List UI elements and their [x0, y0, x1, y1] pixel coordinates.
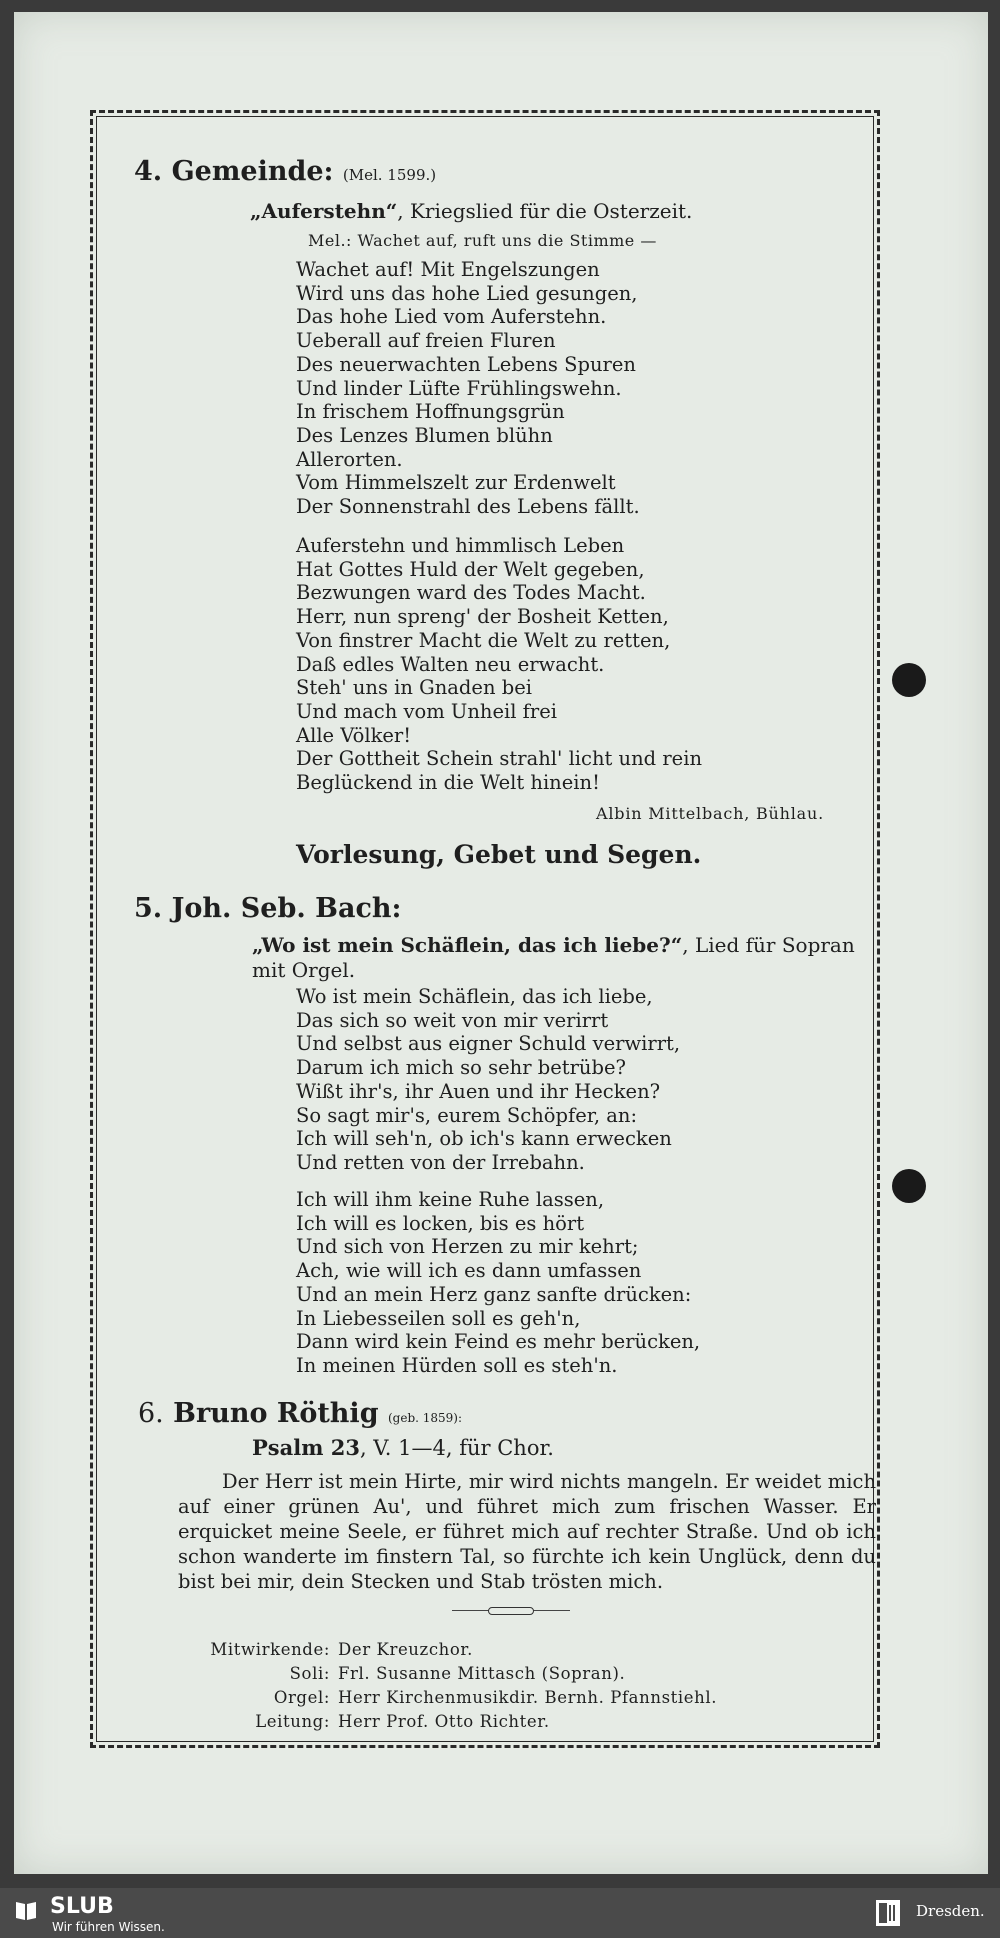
section-5-stanza-1-line: Wißt ihr's, ihr Auen und ihr Hecken?: [296, 1079, 661, 1103]
section-4-stanza-1-line: Vom Himmelszelt zur Erdenwelt: [296, 471, 616, 495]
section-4-heading: [134, 156, 436, 187]
section-4-stanza-1-line: Wachet auf! Mit Engelszungen: [296, 258, 600, 281]
credit-row: [190, 1686, 717, 1710]
section-6-heading: [138, 1398, 462, 1429]
section-5-stanza-2-line: Ich will ihm keine Ruhe lassen,: [296, 1188, 605, 1211]
section-4-stanza-2-line: Daß edles Walten neu erwacht.: [296, 652, 605, 676]
credit-name: Der Kreuzchor.: [338, 1640, 473, 1659]
credit-row: [190, 1662, 717, 1686]
credit-role: Soli:: [289, 1664, 330, 1683]
section-5-stanza-1-line: Das sich so weit von mir verirrt: [296, 1008, 609, 1032]
section-4-title: 4. Gemeinde:: [134, 156, 334, 187]
dresden-crest-icon: [876, 1900, 900, 1926]
section-5-song-title: „Wo ist mein Schäflein, das ich liebe?“: [252, 933, 683, 957]
section-5-stanza-2-line: Und sich von Herzen zu mir kehrt;: [296, 1235, 639, 1259]
section-5-stanza-2: [296, 1188, 700, 1378]
section-4-stanza-2-line: Auferstehn und himmlisch Leben: [296, 534, 625, 557]
dresden-logo[interactable]: Dresden.: [916, 1902, 985, 1920]
section-4-author: Albin Mittelbach, Bühlau.: [596, 804, 824, 823]
section-5-stanza-2-line: Und an mein Herz ganz sanfte drücken:: [296, 1282, 692, 1306]
section-4-stanza-2-line: Und mach vom Unheil frei: [296, 699, 557, 723]
section-4-melody-note: Mel.: Wachet auf, ruft uns die Stimme —: [308, 231, 657, 250]
section-6-subtitle: [252, 1435, 554, 1460]
section-5-heading: 5. Joh. Seb. Bach:: [134, 893, 402, 924]
slub-logo[interactable]: SLUB: [50, 1894, 114, 1919]
credit-name: Herr Kirchenmusikdir. Bernh. Pfannstiehl.: [338, 1688, 718, 1707]
section-5-stanza-2-line: Ich will es locken, bis es hört: [296, 1211, 585, 1235]
section-4-stanza-2-line: Der Gottheit Schein strahl' licht und rein: [296, 747, 703, 771]
section-5-stanza-1-line: Darum ich mich so sehr betrübe?: [296, 1056, 626, 1080]
section-4-stanza-1-line: Und linder Lüfte Frühlingswehn.: [296, 376, 622, 400]
section-5-stanza-1: [296, 985, 680, 1175]
section-4-stanza-1-line: Des neuerwachten Lebens Spuren: [296, 352, 636, 376]
section-4-stanza-1-line: Wird uns das hohe Lied gesungen,: [296, 281, 638, 305]
section-4-stanza-1-line: Das hohe Lied vom Auferstehn.: [296, 305, 607, 329]
credit-row: [190, 1638, 717, 1662]
section-4-stanza-2: [296, 534, 702, 795]
punch-hole-lower: [892, 1169, 926, 1203]
section-6-psalm-description: , V. 1—4, für Chor.: [359, 1436, 554, 1460]
section-6-psalm-title: Psalm 23: [252, 1435, 360, 1460]
section-4-stanza-2-line: Bezwungen ward des Todes Macht.: [296, 581, 646, 605]
section-5-subtitle-line-2: mit Orgel.: [252, 958, 356, 982]
section-4-stanza-1-line: Des Lenzes Blumen blühn: [296, 423, 553, 447]
section-6-number: 6.: [138, 1398, 164, 1429]
slub-footer-bar: [0, 1888, 1000, 1938]
credit-role: Leitung:: [255, 1712, 330, 1731]
section-4-song-description: , Kriegslied für die Osterzeit.: [397, 199, 693, 223]
credit-name: Frl. Susanne Mittasch (Sopran).: [338, 1664, 626, 1683]
section-5-stanza-2-line: In Liebesseilen soll es geh'n,: [296, 1306, 581, 1330]
credit-role: Orgel:: [273, 1688, 330, 1707]
section-5-stanza-1-line: Und retten von der Irrebahn.: [296, 1150, 585, 1174]
section-4-stanza-2-line: Alle Völker!: [296, 723, 412, 747]
credit-name: Herr Prof. Otto Richter.: [338, 1712, 550, 1731]
credit-role: Mitwirkende:: [210, 1640, 330, 1659]
section-5-stanza-2-line: Ach, wie will ich es dann umfassen: [296, 1259, 642, 1283]
section-5-stanza-1-line: Wo ist mein Schäflein, das ich liebe,: [296, 985, 653, 1008]
section-4-stanza-1-line: Ueberall auf freien Fluren: [296, 329, 556, 353]
section-6-psalm-text: Der Herr ist mein Hirte, mir wird nichts mangeln. Er weidet mich auf einer grünen Au', und führet mich zum frischen Wasser. Er erquicket meine Seele, er führet mich auf rechter Straße. Und ob ich schon wanderte im finstern Tal, so fürchte ich kein Unglück, denn du bist bei mir, dein Stecken und Stab trösten mich.: [178, 1470, 876, 1593]
section-4-stanza-2-line: Beglückend in die Welt hinein!: [296, 771, 600, 795]
punch-hole-upper: [892, 663, 926, 697]
section-4-melody-ref: (Mel. 1599.): [342, 166, 437, 184]
section-4-stanza-1: [296, 258, 640, 519]
section-4-stanza-2-line: Herr, nun spreng' der Bosheit Ketten,: [296, 605, 669, 629]
section-5-stanza-2-line: Dann wird kein Feind es mehr berücken,: [296, 1330, 701, 1354]
section-4-stanza-1-line: Der Sonnenstrahl des Lebens fällt.: [296, 495, 640, 519]
section-4-stanza-1-line: Allerorten.: [296, 447, 403, 471]
section-5-subtitle: [252, 933, 855, 957]
section-6-born: (geb. 1859):: [387, 1411, 463, 1425]
section-5-stanza-1-line: Und selbst aus eigner Schuld verwirrt,: [296, 1032, 681, 1056]
divider-ornament: [452, 1606, 570, 1616]
credit-row: [190, 1710, 717, 1734]
section-5-stanza-2-line: In meinen Hürden soll es steh'n.: [296, 1353, 618, 1377]
slub-book-icon: [14, 1898, 38, 1922]
section-4-song-title: „Auferstehn“: [250, 199, 398, 223]
section-4-stanza-1-line: In frischem Hoffnungsgrün: [296, 400, 565, 424]
section-4-stanza-2-line: Steh' uns in Gnaden bei: [296, 676, 532, 700]
interlude-heading: Vorlesung, Gebet und Segen.: [296, 840, 702, 869]
slub-tagline: Wir führen Wissen.: [52, 1920, 165, 1934]
section-6-composer: Bruno Röthig: [173, 1398, 379, 1429]
section-5-stanza-1-line: So sagt mir's, eurem Schöpfer, an:: [296, 1103, 638, 1127]
credits-block: [190, 1638, 717, 1734]
section-5-song-description: , Lied für Sopran: [682, 933, 855, 957]
section-4-subtitle: [250, 199, 692, 223]
section-5-stanza-1-line: Ich will seh'n, ob ich's kann erwecken: [296, 1127, 672, 1151]
section-4-stanza-2-line: Von finstrer Macht die Welt zu retten,: [296, 628, 671, 652]
section-4-stanza-2-line: Hat Gottes Huld der Welt gegeben,: [296, 557, 645, 581]
